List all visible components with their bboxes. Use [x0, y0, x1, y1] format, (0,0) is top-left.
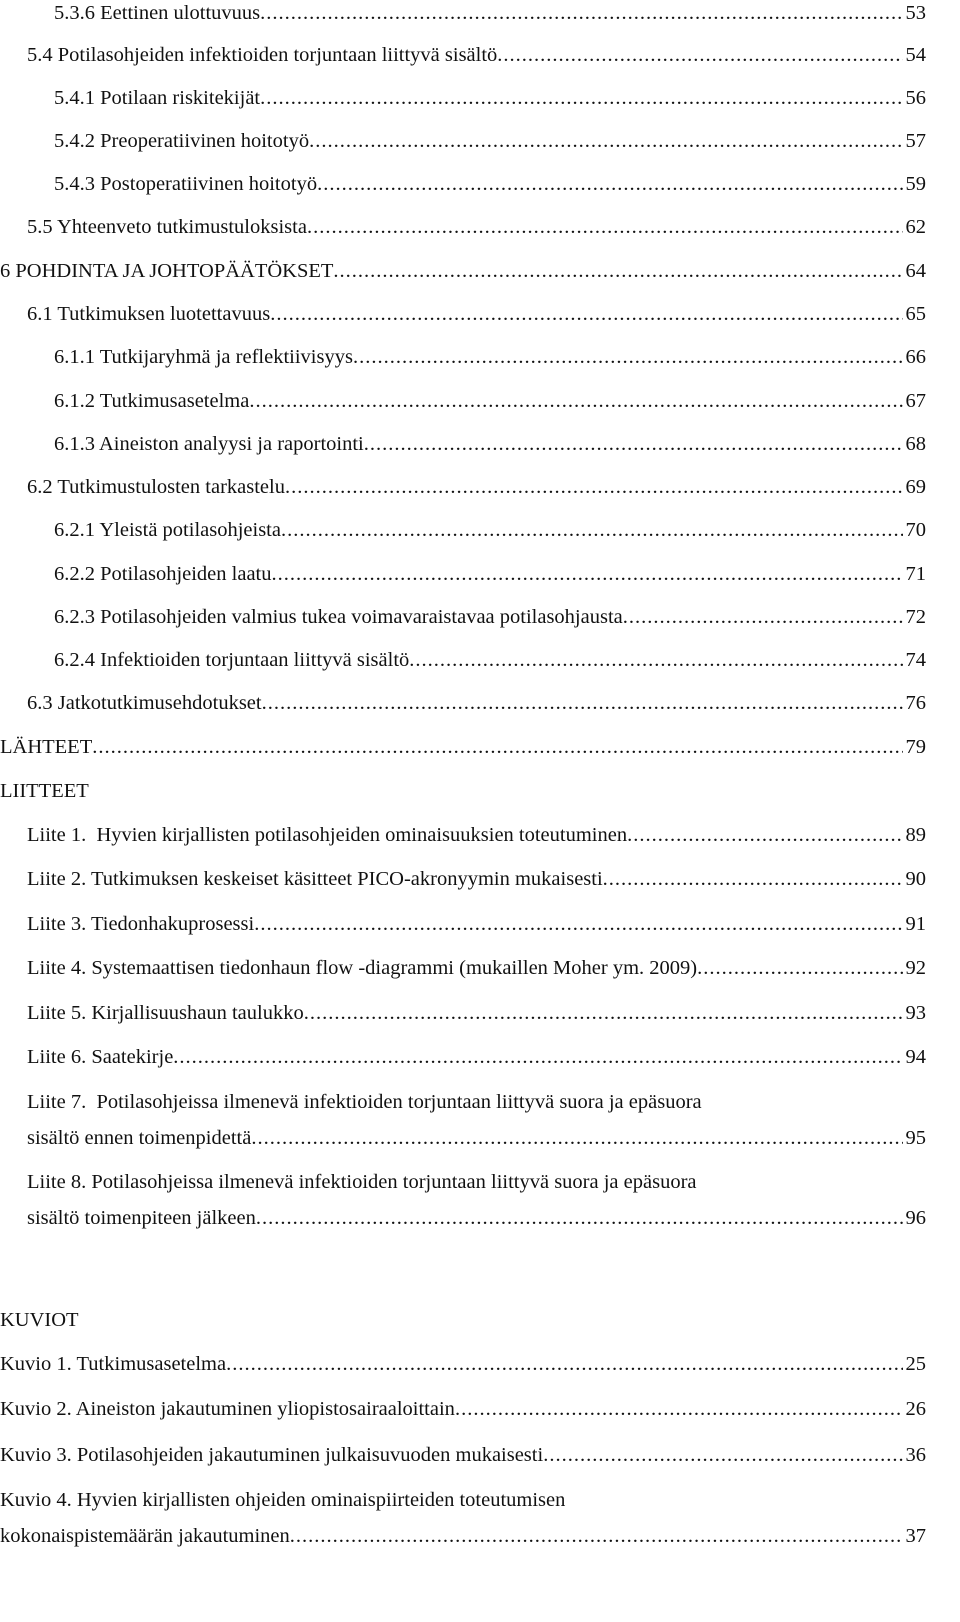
- toc-entry[interactable]: [54, 169, 926, 199]
- toc-entry[interactable]: [54, 386, 926, 416]
- toc-entry-page: 74: [905, 649, 926, 671]
- appendix-entry-title: Liite 2. Tutkimuksen keskeiset käsitteet PICO-akronyymin mukaisesti: [27, 868, 603, 890]
- dot-leader: [497, 40, 902, 70]
- appendix-entry-page: 91: [905, 913, 926, 935]
- dot-leader: [285, 472, 903, 502]
- appendix-entry-page: 92: [905, 957, 926, 979]
- toc-entry-page: 71: [905, 563, 926, 585]
- toc-entry[interactable]: [54, 83, 926, 113]
- toc-entry-title: LÄHTEET: [0, 736, 93, 758]
- appendix-entry[interactable]: [27, 953, 926, 983]
- toc-entry-title: 6.1.1 Tutkijaryhmä ja reflektiivisyys: [54, 346, 353, 368]
- dot-leader: [333, 256, 902, 286]
- dot-leader: [226, 1349, 902, 1379]
- kuviot-heading: KUVIOT: [0, 1309, 79, 1331]
- appendix-entry[interactable]: [27, 864, 926, 894]
- dot-leader: [304, 998, 903, 1028]
- toc-entry-page: 57: [905, 130, 926, 152]
- appendix-entry-page: 89: [905, 824, 926, 846]
- toc-entry-title: 6.3 Jatkotutkimusehdotukset: [27, 692, 262, 714]
- toc-entry[interactable]: [0, 256, 926, 286]
- toc-entry-title: 5.3.6 Eettinen ulottuvuus: [54, 2, 261, 24]
- figure-entry-title: Kuvio 3. Potilasohjeiden jakautuminen julkaisuvuoden mukaisesti: [0, 1444, 544, 1466]
- toc-entry-title: 6.2 Tutkimustulosten tarkastelu: [27, 476, 285, 498]
- appendix-entry[interactable]: [27, 1203, 926, 1233]
- liitteet-heading: LIITTEET: [0, 780, 89, 802]
- figure-entry[interactable]: [0, 1349, 926, 1379]
- toc-entry[interactable]: [27, 299, 926, 329]
- toc-entry[interactable]: [54, 126, 926, 156]
- appendix-entry[interactable]: [27, 1123, 926, 1153]
- dot-leader: [281, 515, 903, 545]
- toc-entry-page: 76: [905, 692, 926, 714]
- figure-entry-line1[interactable]: Kuvio 4. Hyvien kirjallisten ohjeiden ominaispiirteiden toteutumisen: [0, 1489, 566, 1511]
- dot-leader: [697, 953, 902, 983]
- toc-entry-title: 5.5 Yhteenveto tutkimustuloksista: [27, 216, 307, 238]
- appendix-entry-title: Liite 6. Saatekirje: [27, 1046, 174, 1068]
- toc-entry-title: 5.4.2 Preoperatiivinen hoitotyö: [54, 130, 310, 152]
- appendix-entry-title: Liite 3. Tiedonhakuprosessi: [27, 913, 255, 935]
- toc-entry[interactable]: [27, 688, 926, 718]
- toc-entry-page: 65: [905, 303, 926, 325]
- dot-leader: [307, 212, 903, 242]
- toc-entry-title: 5.4 Potilasohjeiden infektioiden torjuntaan liittyvä sisältö: [27, 44, 498, 66]
- appendix-entry-line1[interactable]: Liite 7. Potilasohjeissa ilmenevä infektioiden torjuntaan liittyvä suora ja epäsuora: [27, 1091, 702, 1113]
- dot-leader: [262, 688, 903, 718]
- dot-leader: [173, 1042, 902, 1072]
- figure-entry-page: 26: [905, 1398, 926, 1420]
- appendix-entry-page: 96: [905, 1207, 926, 1229]
- figure-entry-page: 37: [905, 1525, 926, 1547]
- figure-entry-title: kokonaispistemäärän jakautuminen: [0, 1525, 290, 1547]
- appendix-entry[interactable]: [27, 1042, 926, 1072]
- toc-entry[interactable]: [54, 645, 926, 675]
- dot-leader: [260, 0, 902, 28]
- toc-entry-page: 59: [905, 173, 926, 195]
- toc-entry-title: 6.1.2 Tutkimusasetelma: [54, 390, 250, 412]
- toc-entry-page: 67: [905, 390, 926, 412]
- figure-entry[interactable]: [0, 1440, 926, 1470]
- toc-entry-title: 6.2.3 Potilasohjeiden valmius tukea voimavaraistavaa potilasohjausta: [54, 606, 623, 628]
- toc-entry[interactable]: [54, 0, 926, 28]
- toc-entry[interactable]: [27, 472, 926, 502]
- dot-leader: [623, 602, 903, 632]
- dot-leader: [627, 820, 902, 850]
- appendix-entry-title: sisältö toimenpiteen jälkeen: [27, 1207, 256, 1229]
- dot-leader: [409, 645, 902, 675]
- dot-leader: [251, 1123, 902, 1153]
- appendix-entry-line1[interactable]: Liite 8. Potilasohjeissa ilmenevä infektioiden torjuntaan liittyvä suora ja epäsuora: [27, 1171, 697, 1193]
- appendix-entry-page: 93: [905, 1002, 926, 1024]
- appendix-entry-title: Liite 1. Hyvien kirjallisten potilasohjeiden ominaisuuksien toteutuminen: [27, 824, 628, 846]
- toc-entry-title: 6.2.1 Yleistä potilasohjeista: [54, 519, 281, 541]
- dot-leader: [92, 732, 902, 762]
- toc-entry-page: 54: [905, 44, 926, 66]
- appendix-entry-page: 90: [905, 868, 926, 890]
- figure-entry-page: 25: [905, 1353, 926, 1375]
- dot-leader: [254, 909, 902, 939]
- figure-entry-title: Kuvio 2. Aineiston jakautuminen yliopistosairaaloittain: [0, 1398, 455, 1420]
- toc-entry-page: 72: [905, 606, 926, 628]
- appendix-entry-title: sisältö ennen toimenpidettä: [27, 1127, 252, 1149]
- dot-leader: [603, 864, 903, 894]
- appendix-entry[interactable]: [27, 909, 926, 939]
- dot-leader: [455, 1394, 903, 1424]
- toc-entry-page: 79: [905, 736, 926, 758]
- toc-entry[interactable]: [54, 602, 926, 632]
- figure-entry[interactable]: [0, 1394, 926, 1424]
- dot-leader: [260, 83, 902, 113]
- toc-entry-page: 70: [905, 519, 926, 541]
- toc-entry[interactable]: [54, 559, 926, 589]
- toc-entry-page: 68: [905, 433, 926, 455]
- dot-leader: [309, 126, 902, 156]
- dot-leader: [364, 429, 903, 459]
- figure-entry-page: 36: [905, 1444, 926, 1466]
- dot-leader: [290, 1521, 903, 1551]
- toc-entry-title: 6.2.2 Potilasohjeiden laatu: [54, 563, 272, 585]
- toc-entry-title: 6 POHDINTA JA JOHTOPÄÄTÖKSET: [0, 260, 334, 282]
- toc-entry-title: 6.1 Tutkimuksen luotettavuus: [27, 303, 271, 325]
- toc-entry-page: 66: [905, 346, 926, 368]
- dot-leader: [256, 1203, 903, 1233]
- appendix-entry-page: 95: [905, 1127, 926, 1149]
- dot-leader: [272, 559, 903, 589]
- toc-entry[interactable]: [27, 212, 926, 242]
- dot-leader: [249, 386, 902, 416]
- toc-entry-title: 6.2.4 Infektioiden torjuntaan liittyvä sisältö: [54, 649, 410, 671]
- figure-entry[interactable]: [0, 1521, 926, 1551]
- appendix-entry-title: Liite 4. Systemaattisen tiedonhaun flow -diagrammi (mukaillen Moher ym. 2009): [27, 957, 698, 979]
- toc-entry-page: 56: [905, 87, 926, 109]
- figure-entry-title: Kuvio 1. Tutkimusasetelma: [0, 1353, 227, 1375]
- appendix-entry-page: 94: [905, 1046, 926, 1068]
- dot-leader: [317, 169, 902, 199]
- appendix-entry-title: Liite 5. Kirjallisuushaun taulukko: [27, 1002, 304, 1024]
- toc-entry[interactable]: [0, 732, 926, 762]
- dot-leader: [353, 342, 903, 372]
- appendix-entry[interactable]: [27, 998, 926, 1028]
- toc-entry[interactable]: [54, 515, 926, 545]
- toc-entry-page: 69: [905, 476, 926, 498]
- toc-entry[interactable]: [54, 429, 926, 459]
- dot-leader: [543, 1440, 902, 1470]
- toc-entry-title: 5.4.3 Postoperatiivinen hoitotyö: [54, 173, 318, 195]
- toc-entry-title: 5.4.1 Potilaan riskitekijät: [54, 87, 261, 109]
- appendix-entry[interactable]: [27, 820, 926, 850]
- toc-entry-page: 64: [905, 260, 926, 282]
- toc-entry[interactable]: [27, 40, 926, 70]
- toc-entry-title: 6.1.3 Aineiston analyysi ja raportointi: [54, 433, 364, 455]
- toc-entry-page: 53: [905, 2, 926, 24]
- toc-entry[interactable]: [54, 342, 926, 372]
- toc-entry-page: 62: [905, 216, 926, 238]
- dot-leader: [270, 299, 902, 329]
